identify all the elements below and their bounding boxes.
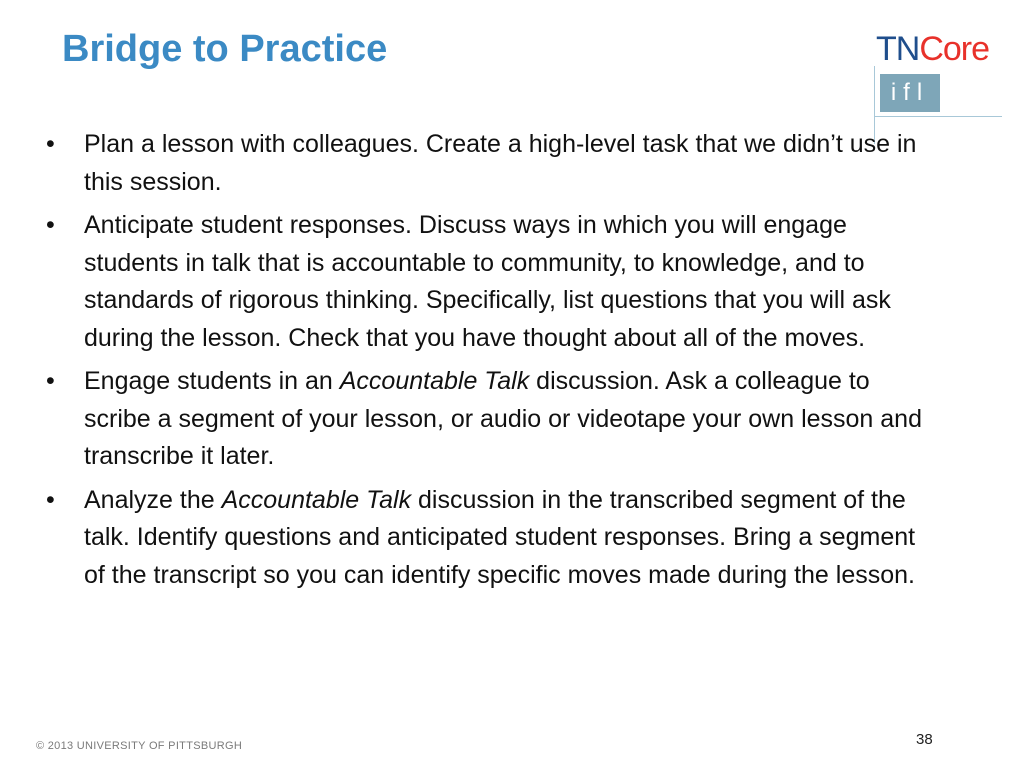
logo-wordmark — [876, 30, 989, 69]
bullet-text: Plan a lesson with colleagues. Create a high-level task that we didn’t use in this session. — [84, 130, 917, 196]
bullet-text: Anticipate student responses. Discuss ways in which you will engage students in talk that is accountable to community, to knowledge, and to standards of rigorous thinking. Specifically, list questions that you will ask during the lesson. Check that you have thought about all of the moves. — [84, 211, 891, 352]
footer-copyright: © 2013 UNIVERSITY OF PITTSBURGH — [36, 740, 243, 752]
bullet-item — [44, 207, 924, 357]
logo-core-text: Core — [919, 30, 990, 68]
bullet-text-italic: Accountable Talk — [221, 485, 412, 514]
bullet-text-italic: Accountable Talk — [339, 367, 530, 395]
tncore-ifl-logo — [868, 26, 1008, 126]
bullet-text: discussion in the transcribed segment of the talk. Identify questions and anticipated student responses. Bring a segment of the transcript so you can identify specific moves made during the lesson. — [84, 485, 916, 589]
logo-horizontal-rule — [874, 116, 1002, 117]
bullet-list — [44, 126, 924, 600]
bullet-item — [44, 363, 924, 476]
bullet-dot-icon: • — [46, 211, 55, 239]
page-number: 38 — [916, 731, 933, 748]
slide-title: Bridge to Practice — [62, 28, 388, 70]
bullet-text: Analyze the — [84, 485, 222, 514]
logo-tn-text: TN — [876, 30, 920, 68]
bullet-text: discussion. Ask a colleague to scribe a segment of your lesson, or audio or videotape your own lesson and transcribe it later. — [84, 367, 922, 470]
bullet-text: Engage students in an — [84, 367, 340, 395]
bullet-dot-icon: • — [46, 130, 55, 158]
bullet-item — [44, 482, 924, 595]
bullet-dot-icon: • — [46, 367, 55, 395]
bullet-item — [44, 126, 924, 201]
logo-ifl-box: ifl — [880, 74, 940, 112]
bullet-dot-icon: • — [46, 485, 55, 514]
